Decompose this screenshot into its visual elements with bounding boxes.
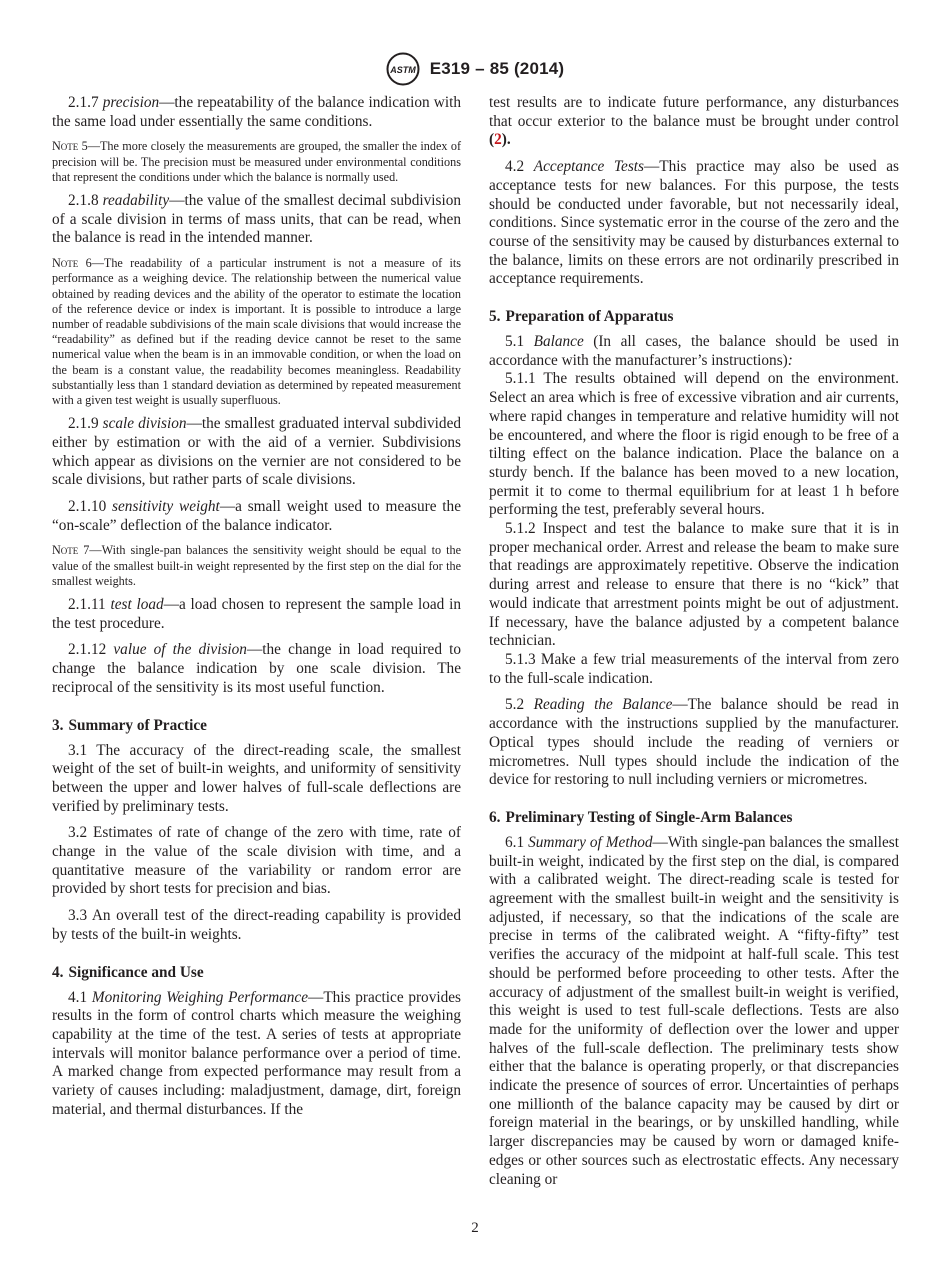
definition-2-1-11: 2.1.11 test load—a load chosen to represent the sample load in the test procedure. (52, 595, 461, 632)
definition-2-1-10: 2.1.10 sensitivity weight—a small weight used to measure the “on-scale” deflection of the balance indicator. (52, 497, 461, 534)
paragraph-6-1: 6.1 Summary of Method—With single-pan balances the smallest built-in weight, indicated by the first step on the dial, is compared with a calibrated weight. The direct-reading scale is tested for agreement with the smallest built-in weight and the sensitivity is adjusted, if necessary, so that the indications of the scale are precise in terms of the calibrated weight. A “fifty-fifty” test verifies the accuracy of the midpoint at half-full scale. This test should be performed before proceeding to other tests. After the accuracy of adjustment of the smallest built-in weight is verified, this weight is used to test full-scale deflections. Tests are also made for the uniformity of deflection over the lower and upper halves of the full-scale deflection. The preliminary tests show either that the balance is operating properly, or that discrepancies indicate the presence of sources of error. Uncertainties of perhaps one millionth of the balance capacity may be caused by dirt or foreign material in the bearings, or by unskilled handling, while larger discrepancies may be caused by worn or damaged knife-edges or other sources such as electrostatic effects. Any necessary cleaning or (489, 833, 899, 1188)
section-4-heading: 4. Significance and Use (52, 963, 204, 981)
astm-logo-text: ASTM (389, 65, 416, 75)
right-column (489, 94, 899, 1189)
paragraph-4-1-continued: test results are to indicate future performance, any disturbances that occur exterior to the balance must be brought under control (2). (489, 94, 899, 149)
section-6-heading: 6. Preliminary Testing of Single-Arm Balances (489, 808, 793, 826)
note-6: Note 6—The readability of a particular instrument is not a measure of its performance as a weighing device. The relationship between the numerical value obtained by reading devices and the ability of the operator to estimate the location of the reference device or index is important. It is possible to introduce a large number of readable subdivisions of the main scale divisions that would increase the “readability” as defined but if the reading device cannot be reset to the same numerical value when the beam is in an immovable condition, or when the load on the beam is a constant value, the readability becomes meaningless. Readability substantially less than 1 standard deviation as determined by repeated measurement with a given test weight is usually superfluous. (52, 256, 462, 407)
section-3-heading: 3. Summary of Practice (52, 716, 207, 734)
term-balance: Balance (533, 333, 584, 351)
paragraph-5-1-3: 5.1.3 Make a few trial measurements of the interval from zero to the full-scale indication. (489, 650, 899, 687)
note-7: Note 7—With single-pan balances the sensitivity weight should be equal to the value of the smallest built-in weight represented by the first step on the dial for the smallest weights. (52, 543, 462, 588)
paragraph-5-1: 5.1 Balance (In all cases, the balance should be used in accordance with the manufacturer’s instructions): (489, 333, 899, 369)
definition-2-1-9: 2.1.9 scale division—the smallest graduated interval subdivided either by estimation or with the aid of a vernier. Subdivisions which appear as divisions on the vernier are not considered to be scale divisions, but rather parts of scale divisions. (52, 415, 462, 489)
term-scale-division: scale division (102, 415, 187, 433)
term-test-load: test load (110, 595, 164, 613)
reference-link[interactable]: 2 (494, 131, 502, 149)
term-sensitivity-weight: sensitivity weight (112, 497, 220, 515)
definition-2-1-12: 2.1.12 value of the division—the change in load required to change the balance indication by one scale division. The reciprocal of the sensitivity is its most useful function. (52, 641, 462, 696)
term-value-of-division: value of the division (113, 641, 247, 659)
paragraph-4-2: 4.2 Acceptance Tests—This practice may also be used as acceptance tests for new balances. For this purpose, the tests should be conducted under favorable, but not necessarily ideal, conditions. Since systematic error in the course of the zero and the course of the sensitivity may be caused by disturbances external to the balance, limits on these errors are not ordinarily prescribed in acceptance requirements. (489, 158, 899, 288)
left-column (52, 94, 461, 1119)
page-header (0, 52, 950, 86)
page-number: 2 (471, 1220, 479, 1236)
paragraph-3-2: 3.2 Estimates of rate of change of the zero with time, rate of change in the value of the scale division with time, and a quantitative measure of the variability or random error are provided by short tests for precision and bias. (52, 824, 461, 898)
paragraph-3-1: 3.1 The accuracy of the direct-reading scale, the smallest weight of the set of built-in weights, and uniformity of sensitivity between the upper and lower halves of full-scale deflections are verified by preliminary tests. (52, 741, 461, 815)
term-acceptance-tests: Acceptance Tests (533, 158, 644, 176)
term-precision: precision (102, 94, 160, 111)
term-reading-the-balance: Reading the Balance (533, 696, 673, 714)
definition-2-1-7: 2.1.7 precision—the repeatability of the balance indication with the same load under essentially the same conditions. (52, 94, 461, 130)
definition-2-1-8: 2.1.8 readability—the value of the smallest decimal subdivision of a scale division in terms of mass units, that can be read, when the balance is read in the intended manner. (52, 192, 461, 247)
astm-logo (386, 52, 420, 86)
term-readability: readability (102, 192, 170, 210)
paragraph-5-2: 5.2 Reading the Balance—The balance should be read in accordance with the instructions supplied by the manufacturer. Optical types should include the reading of verniers or micrometres. Null types should include the indication of the device for restoring to null including verniers or micrometres. (489, 696, 899, 789)
section-5-heading: 5. Preparation of Apparatus (489, 308, 674, 326)
paragraph-5-1-1: 5.1.1 The results obtained will depend on the environment. Select an area which is free of excessive vibration and air currents, where rapid changes in temperature and relative humidity will not be encountered, and where the floor is rigid enough to be free of a tilting effect on the balance indication. Place the balance on a sturdy bench. If the balance has been moved to a new location, permit it to come to thermal equilibrium for at least 1 h before performing the test, preferably several hours. (489, 370, 899, 519)
document-designation: E319 – 85 (2014) (429, 59, 565, 78)
term-monitoring-weighing-performance: Monitoring Weighing Performance (91, 988, 309, 1006)
paragraph-3-3: 3.3 An overall test of the direct-reading capability is provided by tests of the built-in weights. (52, 907, 461, 943)
note-5: Note 5—The more closely the measurements are grouped, the smaller the index of precision will be. The precision must be measured under environmental conditions that represent the conditions under which the balance is normally used. (52, 139, 462, 184)
paragraph-5-1-2: 5.1.2 Inspect and test the balance to make sure that it is in proper mechanical order. Arrest and release the beam to make sure that readings are approximately repetitive. Observe the indication during arrest and release to ensure that there is no “kick” that would indicate that arrestment points might be out of adjustment. If necessary, have the balance adjusted by a competent balance technician. (489, 520, 899, 650)
paragraph-4-1: 4.1 Monitoring Weighing Performance—This practice provides results in the form of control charts which measure the weighing capability at the time of the test. A series of tests at appropriate intervals will monitor balance performance over a period of time. A marked change from expected performance may result from a variety of causes including: maladjustment, damage, dirt, foreign material, and thermal disturbances. If the (52, 988, 461, 1118)
term-summary-of-method: Summary of Method (528, 833, 653, 851)
